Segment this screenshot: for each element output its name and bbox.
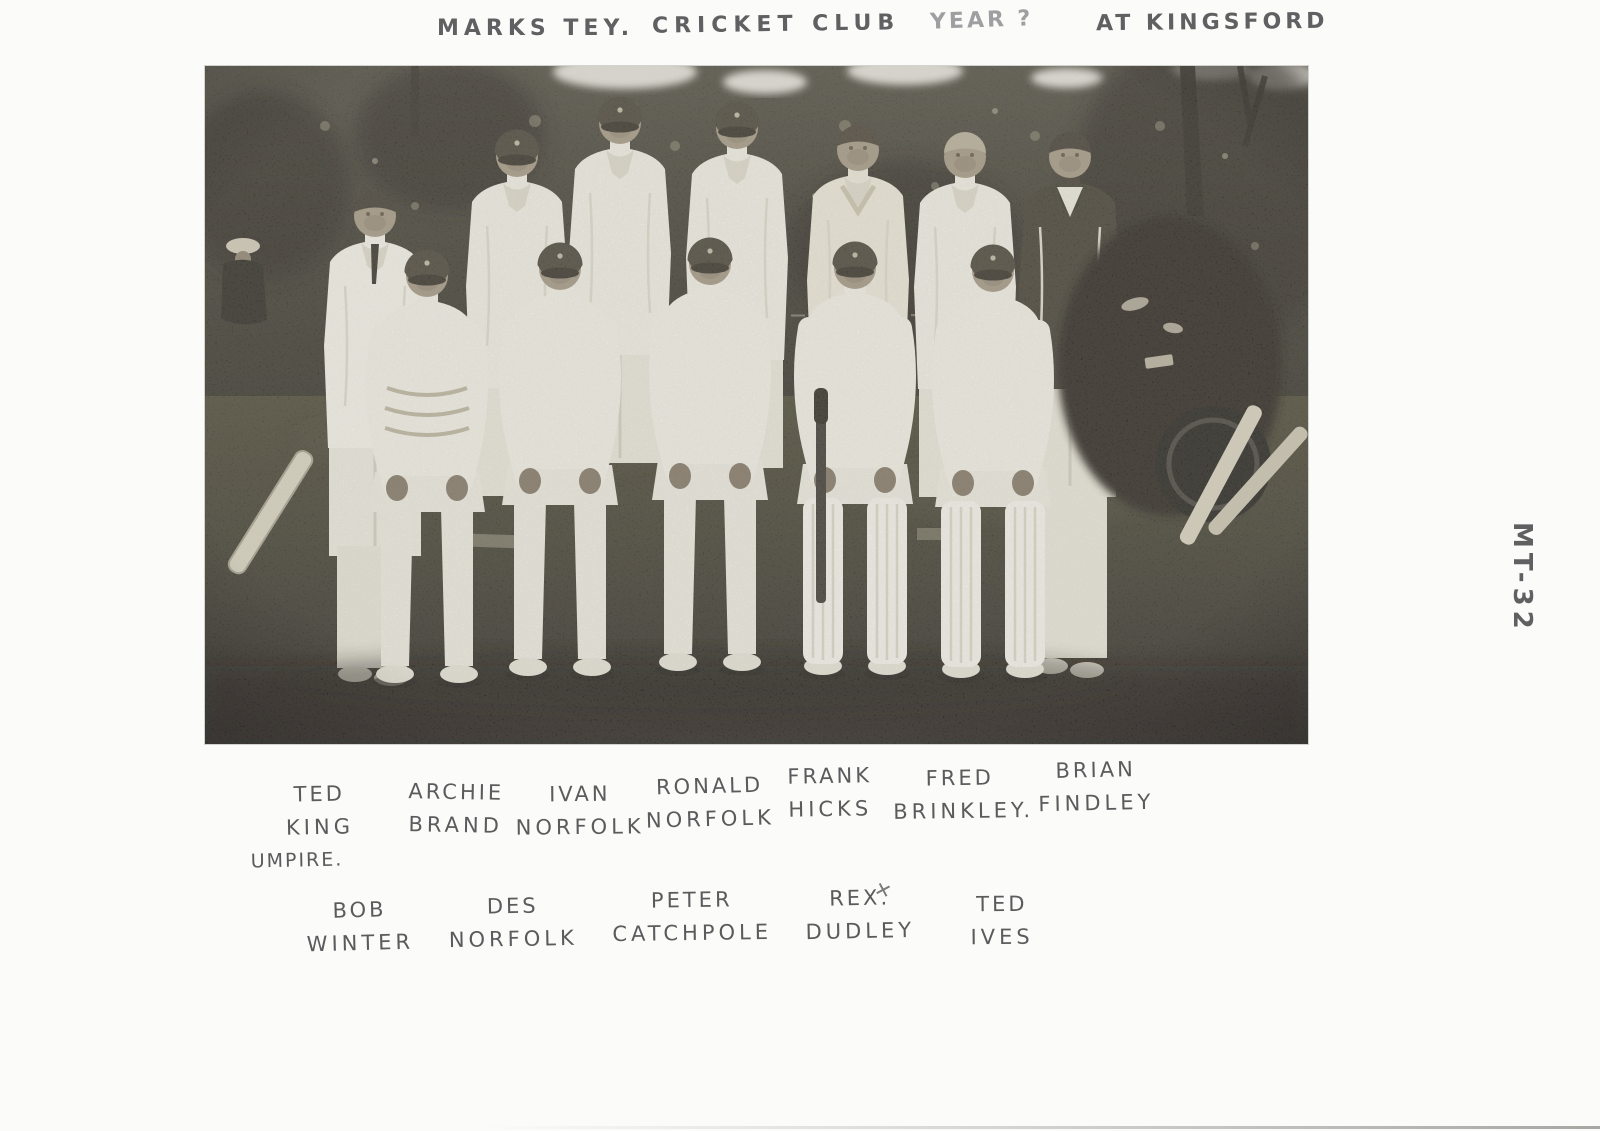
caption-first-name-scribbled: REX. ✕ [829, 881, 891, 915]
caption-back-row-4 [644, 768, 776, 837]
caption-last-name: HICKS [788, 796, 873, 822]
caption-front-row-4 [792, 881, 927, 950]
caption-back-row-3 [515, 777, 646, 844]
title-year-note: YEAR ? [929, 6, 1034, 35]
title-location-note: AT KINGSFORD [1095, 8, 1329, 37]
caption-first-name: BOB [332, 897, 387, 923]
caption-front-row-5 [950, 888, 1055, 955]
caption-first-name: PETER [650, 887, 733, 913]
caption-first-name: DES [486, 893, 539, 919]
title-club-part1: MARKS TEY. [437, 16, 635, 41]
team-photo [205, 66, 1308, 744]
caption-last-name: FINDLEY [1038, 789, 1155, 817]
caption-front-row-1 [297, 892, 423, 961]
caption-last-name: NORFOLK [515, 814, 645, 840]
caption-first-name: TED [293, 781, 346, 807]
vignette-overlay [205, 66, 1308, 744]
title-club-part2: CRICKET CLUB [651, 10, 901, 39]
caption-front-row-2 [445, 889, 580, 957]
caption-last-name: CATCHPOLE [612, 919, 773, 947]
caption-back-row-2 [395, 775, 516, 843]
caption-first-name: TED [976, 891, 1028, 917]
caption-last-name: WINTER [306, 929, 415, 957]
caption-first-name: RONALD [655, 772, 764, 800]
caption-last-name: NORFOLK [448, 925, 578, 953]
caption-back-row-6 [893, 761, 1035, 829]
caption-back-row-1 [249, 777, 391, 879]
caption-first-name: IVAN [549, 781, 611, 807]
caption-back-row-7 [1027, 753, 1164, 822]
caption-last-name: BRINKLEY. [893, 797, 1035, 824]
caption-last-name: KING [285, 814, 355, 840]
caption-last-name: DUDLEY [805, 917, 916, 945]
scan-edge-artifact [480, 1126, 1600, 1129]
caption-front-row-3 [610, 883, 775, 951]
caption-first-name: FRANK [787, 763, 873, 789]
caption-back-row-5 [771, 759, 888, 827]
team-photo-canvas [205, 66, 1308, 744]
caption-first-name: ARCHIE [408, 779, 505, 805]
archive-reference: MT-32 [1507, 522, 1537, 634]
caption-last-name: IVES [970, 924, 1034, 950]
caption-role: UMPIRE. [250, 848, 344, 873]
caption-first-name: FRED [925, 765, 994, 791]
caption-last-name: BRAND [408, 812, 504, 838]
caption-last-name: NORFOLK [645, 805, 776, 833]
caption-first-name: BRIAN [1055, 757, 1137, 783]
